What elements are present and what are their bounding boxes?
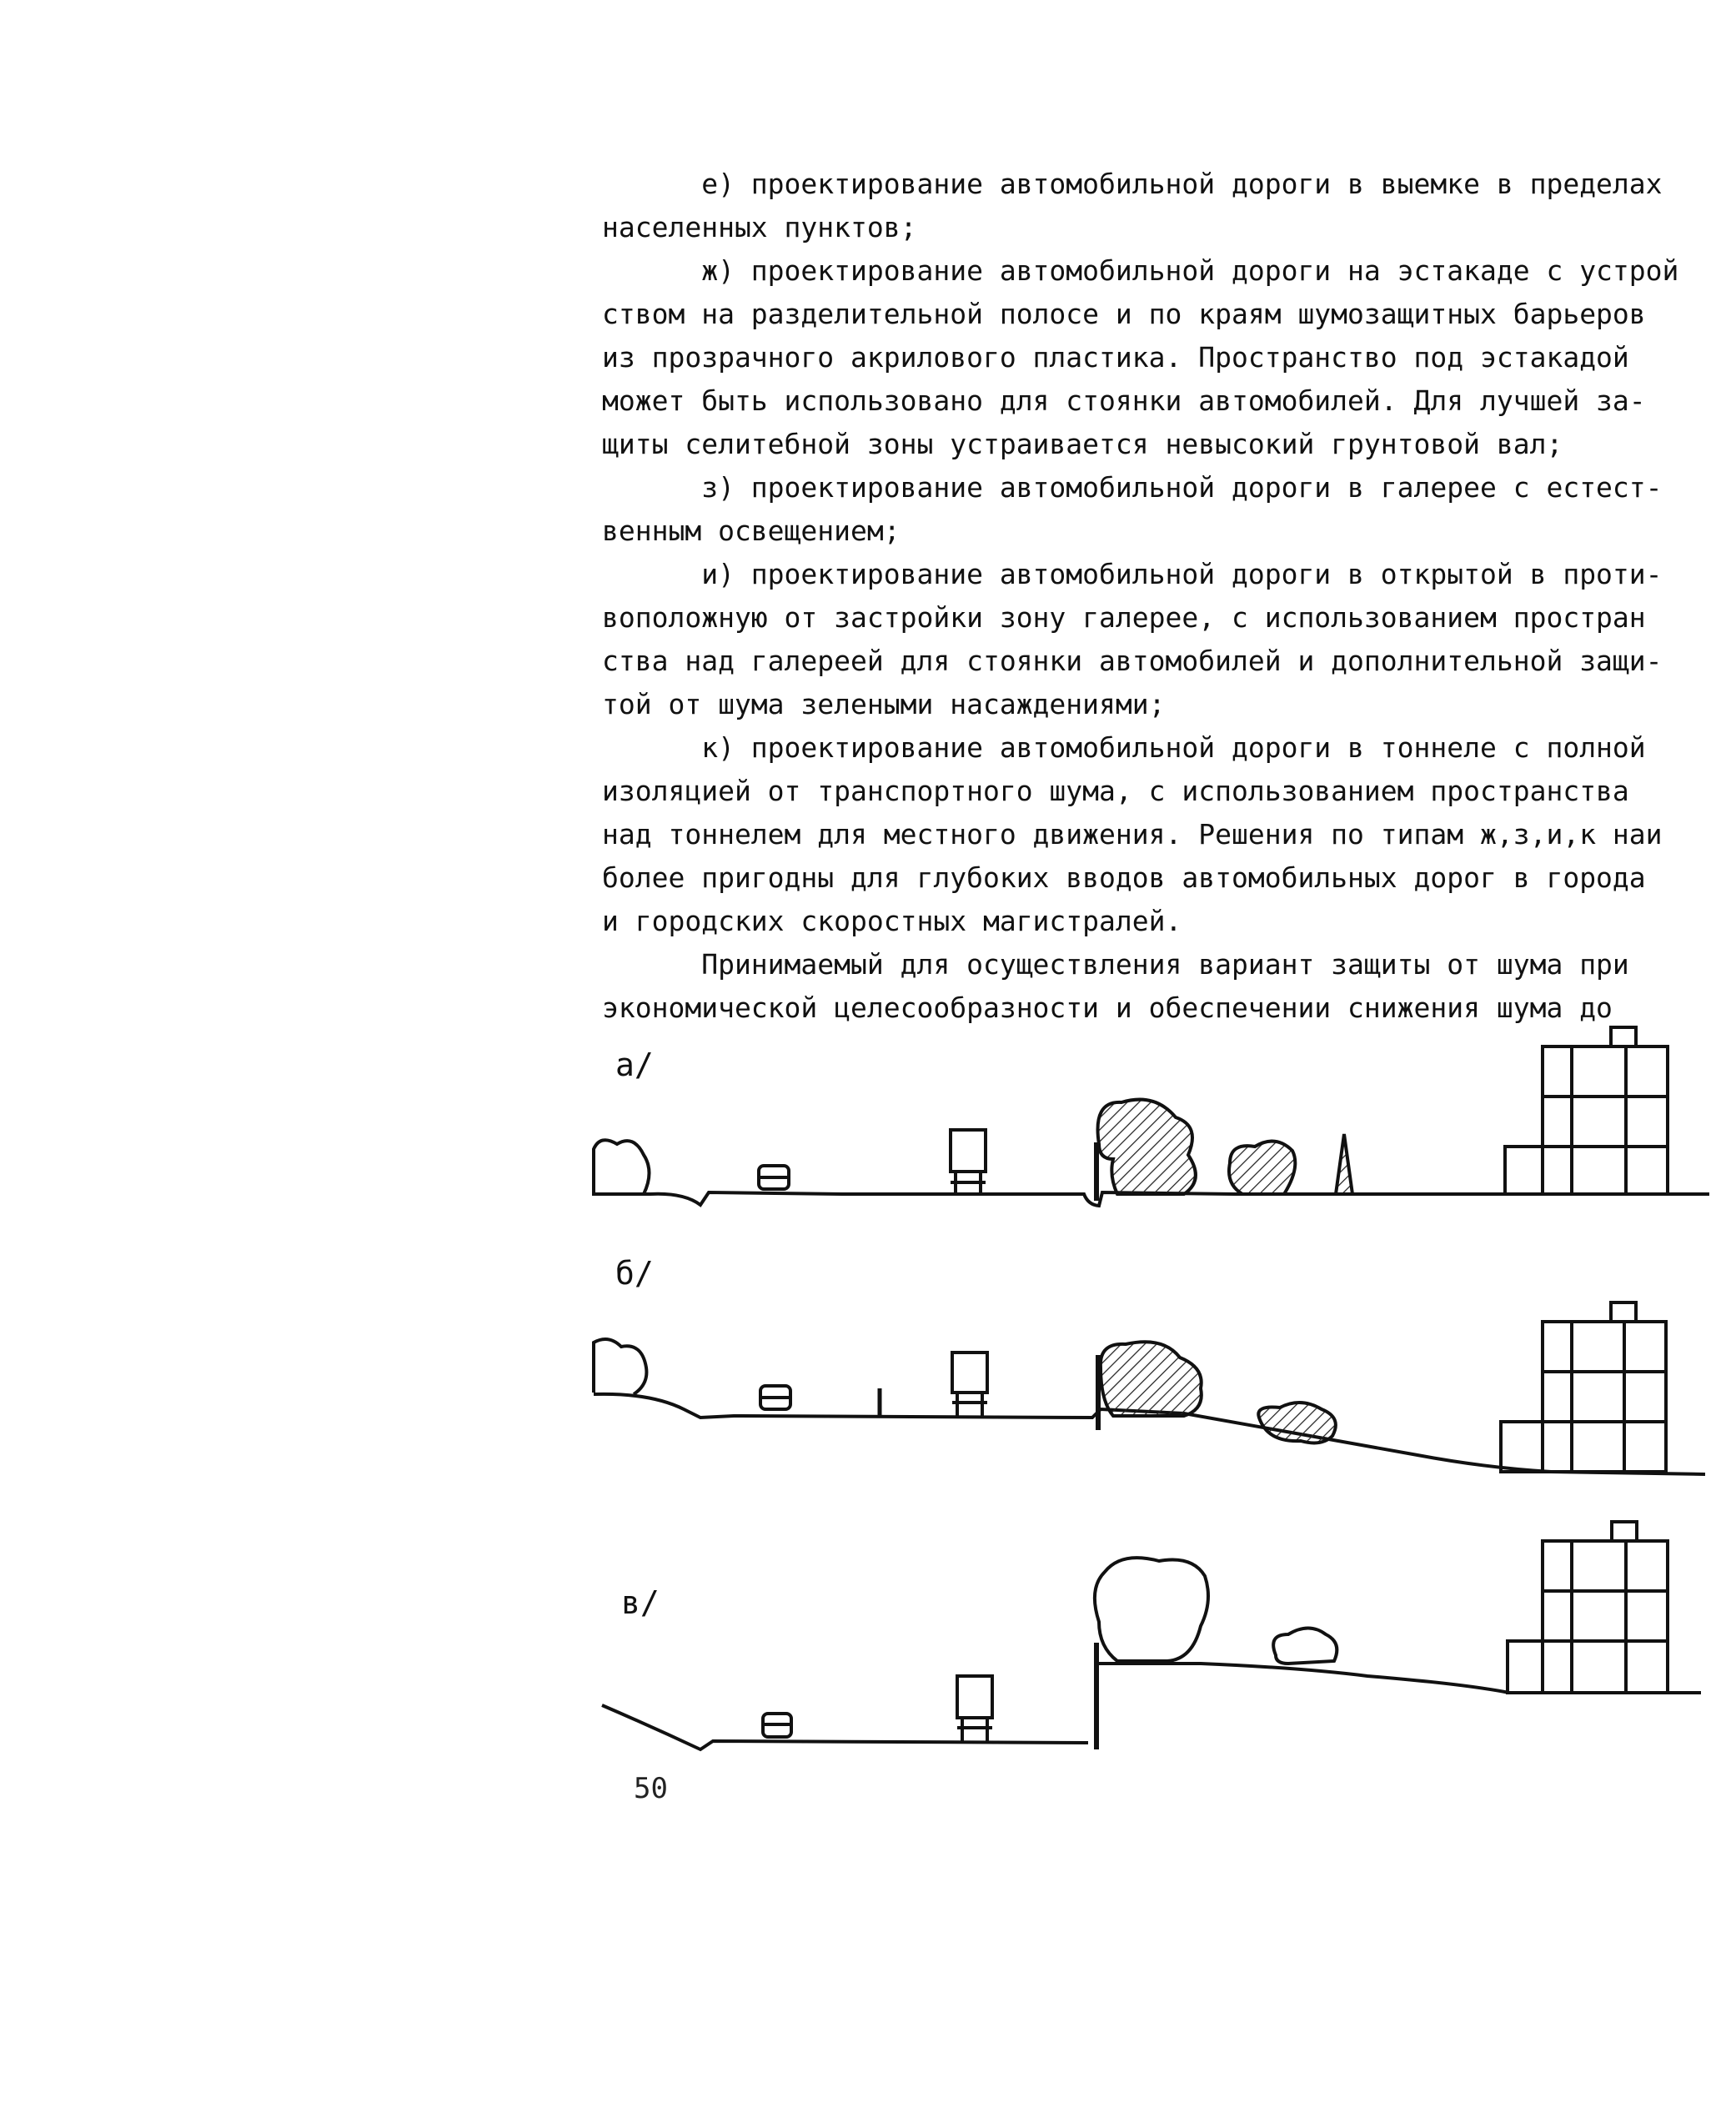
- figure-label-b: б/: [615, 1255, 654, 1292]
- text-line: над тоннелем для местного движения. Решения по типам ж,з,и,к наи: [602, 818, 1663, 851]
- building-a: [1543, 1046, 1668, 1194]
- text-line: щиты селитебной зоны устраивается невысокий грунтовой вал;: [602, 428, 1563, 460]
- text-line: з) проектирование автомобильной дороги в галерее с естест-: [602, 471, 1663, 504]
- figure-label-a: а/: [615, 1046, 654, 1083]
- shrub-c-medium: [1273, 1629, 1337, 1664]
- text-line: населенных пунктов;: [602, 211, 917, 243]
- building-b: [1543, 1322, 1666, 1472]
- text-line: экономической целесообразности и обеспечении снижения шума до: [602, 991, 1613, 1024]
- conifer-a: [1336, 1134, 1352, 1194]
- text-line: ства над галереей для стоянки автомобилей и дополнительной защи-: [602, 645, 1663, 677]
- shrub-b-medium: [1258, 1403, 1336, 1443]
- text-line: е) проектирование автомобильной дороги в выемке в пределах: [602, 168, 1663, 200]
- page-number: 50: [634, 1772, 668, 1805]
- shrub-b-left: [594, 1339, 646, 1394]
- text-line: изоляцией от транспортного шума, с использованием пространства: [602, 775, 1629, 807]
- text-line: той от шума зелеными насаждениями;: [602, 688, 1166, 720]
- shrub-a-medium: [1229, 1142, 1295, 1194]
- text-line: из прозрачного акрилового пластика. Пространство под эстакадой: [602, 341, 1629, 374]
- shrub-a-left: [594, 1140, 650, 1194]
- text-line: воположную от застройки зону галерее, с использованием простран: [602, 601, 1646, 634]
- truck-b: [952, 1353, 987, 1393]
- figure-label-c: в/: [621, 1584, 660, 1621]
- tree-a-large: [1098, 1100, 1196, 1194]
- ground-c-upper: [1096, 1664, 1701, 1693]
- truck-c: [957, 1676, 992, 1718]
- text-line: Принимаемый для осуществления вариант защиты от шума при: [602, 948, 1629, 981]
- text-line: ж) проектирование автомобильной дороги на эстакаде с устрой: [602, 254, 1679, 287]
- building-c: [1543, 1541, 1668, 1693]
- text-line: к) проектирование автомобильной дороги в тоннеле с полной: [602, 731, 1646, 764]
- ground-c-lower: [602, 1705, 1088, 1749]
- text-line: и) проектирование автомобильной дороги в открытой в проти-: [602, 558, 1663, 590]
- tree-b-large: [1101, 1342, 1202, 1416]
- text-line: более пригодны для глубоких вводов автомобильных дорог в города: [602, 861, 1646, 894]
- text-line: венным освещением;: [602, 514, 901, 547]
- figure-c-section: [602, 1522, 1701, 1749]
- figure-a-section: [592, 1027, 1709, 1206]
- text-line: и городских скоростных магистралей.: [602, 905, 1182, 937]
- truck-a: [951, 1130, 986, 1172]
- text-line: ством на разделительной полосе и по краям шумозащитных барьеров: [602, 298, 1646, 330]
- tree-c-large: [1095, 1558, 1208, 1661]
- text-line: может быть использовано для стоянки автомобилей. Для лучшей за-: [602, 384, 1646, 417]
- figure-b-section: [594, 1302, 1705, 1474]
